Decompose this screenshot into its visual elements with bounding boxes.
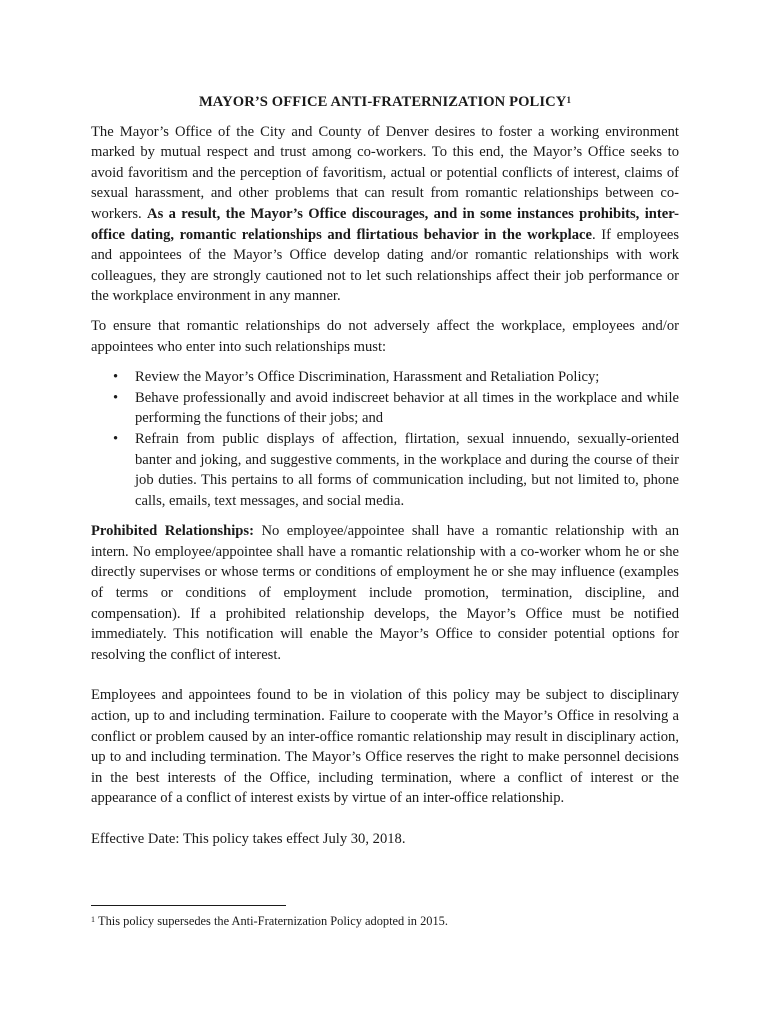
list-item (91, 367, 679, 388)
footnote (91, 913, 679, 929)
bullet-icon: • (113, 430, 119, 447)
intro-bold-statement: As a result, the Mayor’s Office discourages, and in some instances prohibits, inter-office dating, romantic relationships and flirtatious behavior in the workplace (91, 205, 679, 243)
list-item-text: Behave professionally and avoid indiscreet behavior at all times in the workplace and while performing the functions of their jobs; and (135, 389, 679, 427)
list-item (91, 429, 679, 511)
footnote-divider (91, 905, 286, 906)
prohibited-relationships-label: Prohibited Relationships: (91, 523, 254, 540)
prohibited-relationships-paragraph (91, 521, 679, 665)
requirements-intro: To ensure that romantic relationships do not adversely affect the workplace, employees and/or appointees who enter into such relationships must: (91, 317, 679, 355)
footnote-marker: 1 (91, 915, 95, 924)
prohibited-relationships-text: No employee/appointee shall have a romantic relationship with an intern. No employee/appointee shall have a romantic relationship with a co-worker whom he or she directly supervises or whose terms or conditions of employment he or she may influence (examples of terms or conditions of employment include promotion, termination, discipline, and compensation). If a prohibited relationship develops, the Mayor’s Office must be notified immediately. This notification will enable the Mayor’s Office to consider potential options for resolving the conflict of interest. (91, 523, 679, 663)
requirements-list (91, 367, 679, 511)
bullet-icon: • (113, 389, 119, 406)
list-item (91, 388, 679, 429)
title-footnote-marker: 1 (566, 95, 572, 105)
policy-document (91, 92, 679, 850)
page-title (91, 92, 679, 113)
footnote-text: This policy supersedes the Anti-Fraternization Policy adopted in 2015. (98, 914, 448, 928)
title-text: MAYOR’S OFFICE ANTI-FRATERNIZATION POLICY (198, 94, 567, 110)
list-item-text: Refrain from public displays of affection, flirtation, sexual innuendo, sexually-oriented banter and joking, and suggestive comments, in the workplace and during the course of their job duties. This pertains to all forms of communication including, but not limited to, phone calls, emails, text messages, and social media. (135, 430, 679, 509)
bullet-icon: • (113, 369, 119, 386)
list-item-text: Review the Mayor’s Office Discrimination, Harassment and Retaliation Policy; (135, 369, 600, 386)
intro-paragraph (91, 122, 679, 307)
effective-date: Effective Date: This policy takes effect July 30, 2018. (91, 831, 406, 847)
intro-text-continued: . If employees and appointees of the Mayor’s Office develop dating and/or romantic relationships with work colleagues, they are strongly cautioned not to let such relationships affect their job performance or the workplace environment in any manner. (91, 226, 680, 305)
intro-text: The Mayor’s Office of the City and County of Denver desires to foster a working environment marked by mutual respect and trust among co-workers. To this end, the Mayor’s Office seeks to avoid favoritism and the perception of favoritism, actual or potential conflicts of interest, claims of sexual harassment, and other problems that can result from romantic relationships between co-workers. (91, 123, 679, 222)
violation-paragraph: Employees and appointees found to be in violation of this policy may be subject to disciplinary action, up to and including termination. Failure to cooperate with the Mayor’s Office in resolving a conflict or problem caused by an inter-office romantic relationship may result in disciplinary action, up to and including termination. The Mayor’s Office reserves the right to make personnel decisions in the best interests of the Office, including termination, where a conflict of interest or the appearance of a conflict of interest exists by virtue of an inter-office relationship. (91, 687, 679, 807)
